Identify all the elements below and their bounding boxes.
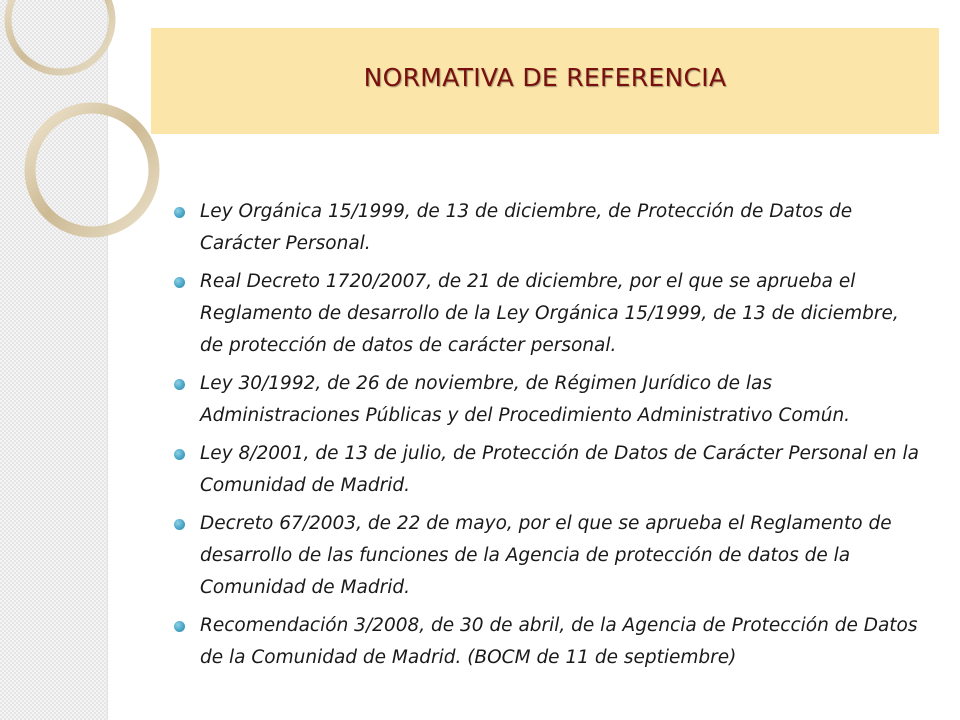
ring-top <box>8 0 112 72</box>
list-item <box>174 196 926 260</box>
title-band <box>151 28 939 134</box>
bullet-icon <box>174 379 185 390</box>
list-item-text: Decreto 67/2003, de 22 de mayo, por el que se aprueba el Reglamento de desarrollo de las funciones de la Agencia de protección de datos de la Comunidad de Madrid. <box>200 513 892 598</box>
list-item-text: Real Decreto 1720/2007, de 21 de diciembre, por el que se aprueba el Reglamento de desarrollo de la Ley Orgánica 15/1999, de 13 de diciembre, de protección de datos de carácter personal. <box>200 271 899 356</box>
bullet-icon <box>174 449 185 460</box>
list-item <box>174 266 926 362</box>
list-item <box>174 508 926 604</box>
list-item <box>174 438 926 502</box>
ring-bottom <box>30 108 154 232</box>
bullet-icon <box>174 277 185 288</box>
list-item-text: Recomendación 3/2008, de 30 de abril, de la Agencia de Protección de Datos de la Comunidad de Madrid. (BOCM de 11 de septiembre) <box>200 615 918 668</box>
bullet-icon <box>174 519 185 530</box>
bullet-icon <box>174 207 185 218</box>
list-item <box>174 368 926 432</box>
bullet-icon <box>174 621 185 632</box>
list-item-text: Ley Orgánica 15/1999, de 13 de diciembre, de Protección de Datos de Carácter Personal. <box>200 201 853 254</box>
list-item <box>174 610 926 674</box>
list-item-text: Ley 8/2001, de 13 de julio, de Protección de Datos de Carácter Personal en la Comunidad de Madrid. <box>200 443 919 496</box>
list-item-text: Ley 30/1992, de 26 de noviembre, de Régimen Jurídico de las Administraciones Públicas y del Procedimiento Administrativo Común. <box>200 373 851 426</box>
regulation-list <box>174 196 926 680</box>
slide-title: NORMATIVA DE REFERENCIA <box>363 62 727 92</box>
